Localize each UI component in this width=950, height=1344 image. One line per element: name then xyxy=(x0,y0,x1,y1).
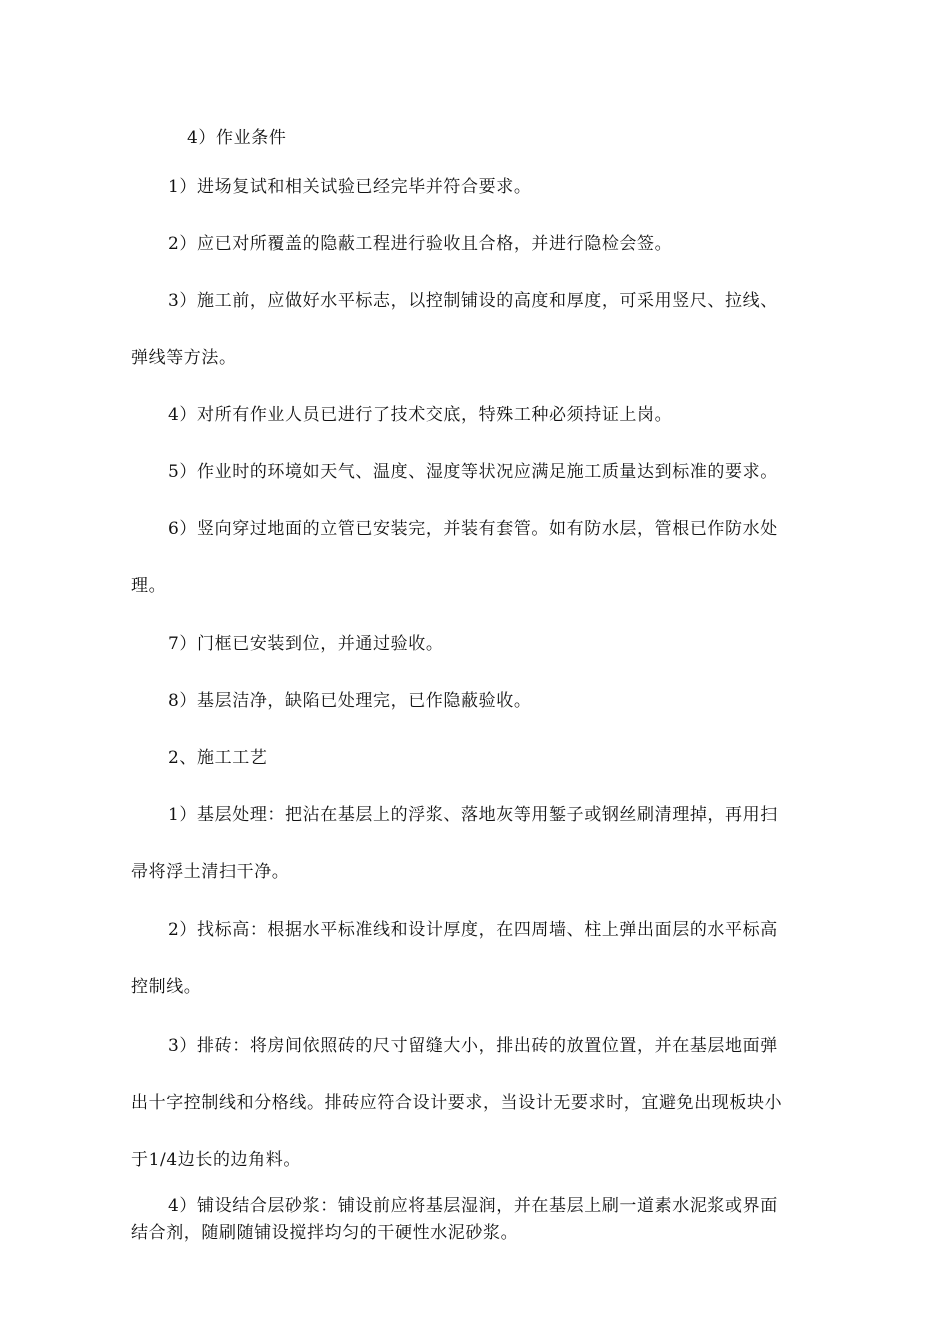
text-line: 4）铺设结合层砂浆：铺设前应将基层湿润，并在基层上刷一道素水泥浆或界面 xyxy=(168,1196,778,1216)
paragraph-7 xyxy=(131,634,851,691)
text-line: 2、施工工艺 xyxy=(168,748,268,768)
text-line: 弹线等方法。 xyxy=(131,348,237,368)
section-heading-construction-process xyxy=(131,748,851,805)
paragraph-bonding-mortar xyxy=(131,1196,851,1250)
text-line: 2）找标高：根据水平标准线和设计厚度，在四周墙、柱上弹出面层的水平标高 xyxy=(168,920,778,940)
text-line: 5）作业时的环境如天气、温度、湿度等状况应满足施工质量达到标准的要求。 xyxy=(168,462,778,482)
text-line: 帚将浮土清扫干净。 xyxy=(131,862,290,882)
text-line: 3）施工前，应做好水平标志，以控制铺设的高度和厚度，可采用竖尺、拉线、 xyxy=(168,291,778,311)
text-line: 4）对所有作业人员已进行了技术交底，特殊工种必须持证上岗。 xyxy=(168,405,673,425)
text-line: 于1/4边长的边角料。 xyxy=(131,1150,301,1170)
paragraph-3 xyxy=(131,291,851,405)
text-line: 6）竖向穿过地面的立管已安装完，并装有套管。如有防水层，管根已作防水处 xyxy=(168,519,778,539)
text-line: 2）应已对所覆盖的隐蔽工程进行验收且合格，并进行隐检会签。 xyxy=(168,234,673,254)
paragraph-base-treatment xyxy=(131,805,851,919)
paragraph-5 xyxy=(131,462,851,519)
text-line: 1）基层处理：把沾在基层上的浮浆、落地灰等用錾子或钢丝刷清理掉，再用扫 xyxy=(168,805,778,825)
paragraph-4 xyxy=(131,405,851,462)
text-line: 3）排砖：将房间依照砖的尺寸留缝大小，排出砖的放置位置，并在基层地面弹 xyxy=(168,1036,778,1056)
text-line: 7）门框已安装到位，并通过验收。 xyxy=(168,634,444,654)
paragraph-8 xyxy=(131,691,851,748)
paragraph-find-elevation xyxy=(131,920,851,1034)
text-line: 理。 xyxy=(131,576,167,596)
paragraph-2 xyxy=(131,234,851,291)
text-line: 1）进场复试和相关试验已经完毕并符合要求。 xyxy=(168,177,532,197)
text-line: 结合剂，随刷随铺设搅拌均匀的干硬性水泥砂浆。 xyxy=(131,1223,519,1243)
paragraph-tile-layout xyxy=(131,1036,851,1207)
text-line: 控制线。 xyxy=(131,977,202,997)
paragraph-1 xyxy=(131,177,851,234)
paragraph-6 xyxy=(131,519,851,633)
text-line: 4）作业条件 xyxy=(187,128,287,148)
text-line: 出十字控制线和分格线。排砖应符合设计要求，当设计无要求时，宜避免出现板块小 xyxy=(131,1093,783,1113)
text-line: 8）基层洁净，缺陷已处理完，已作隐蔽验收。 xyxy=(168,691,532,711)
